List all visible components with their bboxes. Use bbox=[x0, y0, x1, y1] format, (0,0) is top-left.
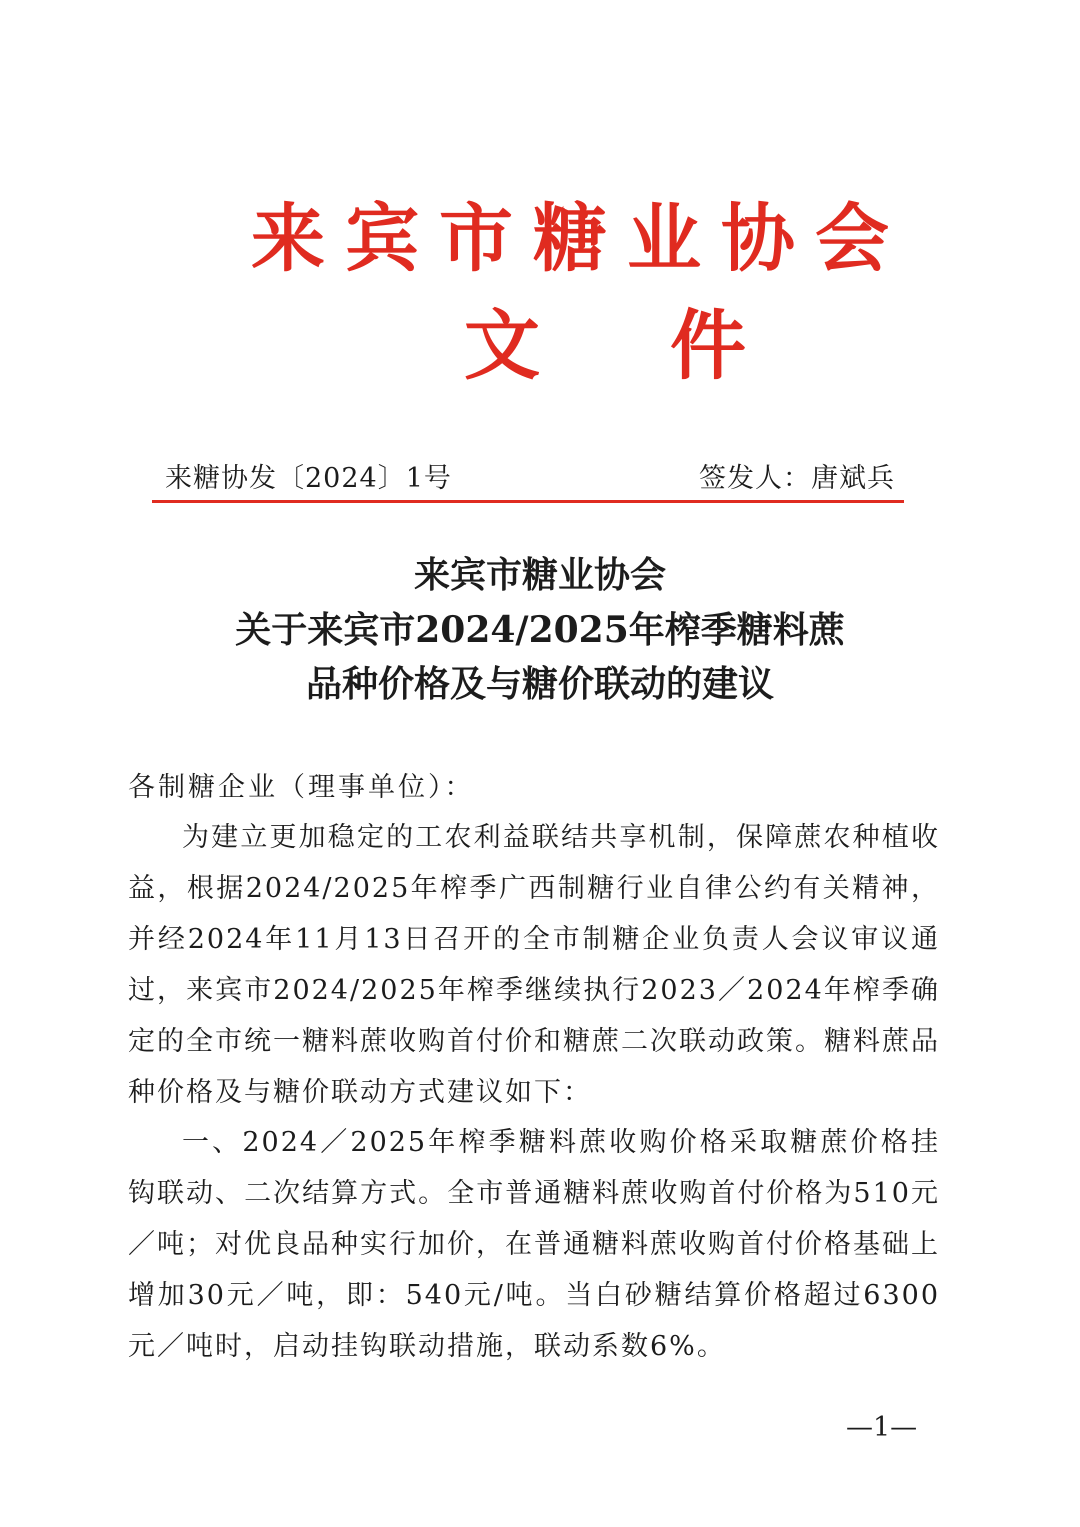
salutation: 各制糖企业（理事单位）： bbox=[128, 772, 475, 803]
masthead-org-name: 来宾市糖业协会 bbox=[251, 196, 909, 282]
body-paragraph-2: 一、2024／2025年榨季糖料蔗收购价格采取糖蔗价格挂钩联动、二次结算方式。全市普通糖料蔗收购首付价格为510元／吨；对优良品种实行加价，在普通糖料蔗收购首付价格基础上增加30元／吨，即：540元/吨。当白砂糖结算价格超过6300元／吨时，启动挂钩联动措施，联动系数6%。 bbox=[128, 1127, 940, 1362]
document-title-line-2: 关于来宾市2024/2025年榨季糖料蔗 bbox=[235, 609, 845, 651]
issuer-label: 签发人： bbox=[699, 463, 811, 494]
issuer bbox=[699, 456, 895, 495]
document-title-line-3: 品种价格及与糖价联动的建议 bbox=[305, 663, 774, 705]
body-paragraph-1: 为建立更加稳定的工农利益联结共享机制，保障蔗农种植收益，根据2024/2025年榨季广西制糖行业自律公约有关精神，并经2024年11月13日召开的全市制糖企业负责人会议审议通过，来宾市2024/2025年榨季继续执行2023／2024年榨季确定的全市统一糖料蔗收购首付价和糖蔗二次联动政策。糖料蔗品种价格及与糖价联动方式建议如下： bbox=[128, 822, 940, 1108]
red-separator-line bbox=[152, 500, 904, 503]
issuer-name: 唐斌兵 bbox=[811, 463, 895, 494]
masthead-document-label: 文件 bbox=[464, 301, 876, 390]
page-number: —1— bbox=[846, 1412, 918, 1443]
document-title-line-1: 来宾市糖业协会 bbox=[413, 554, 666, 596]
document-number: 来糖协发〔2024〕1号 bbox=[165, 463, 452, 494]
